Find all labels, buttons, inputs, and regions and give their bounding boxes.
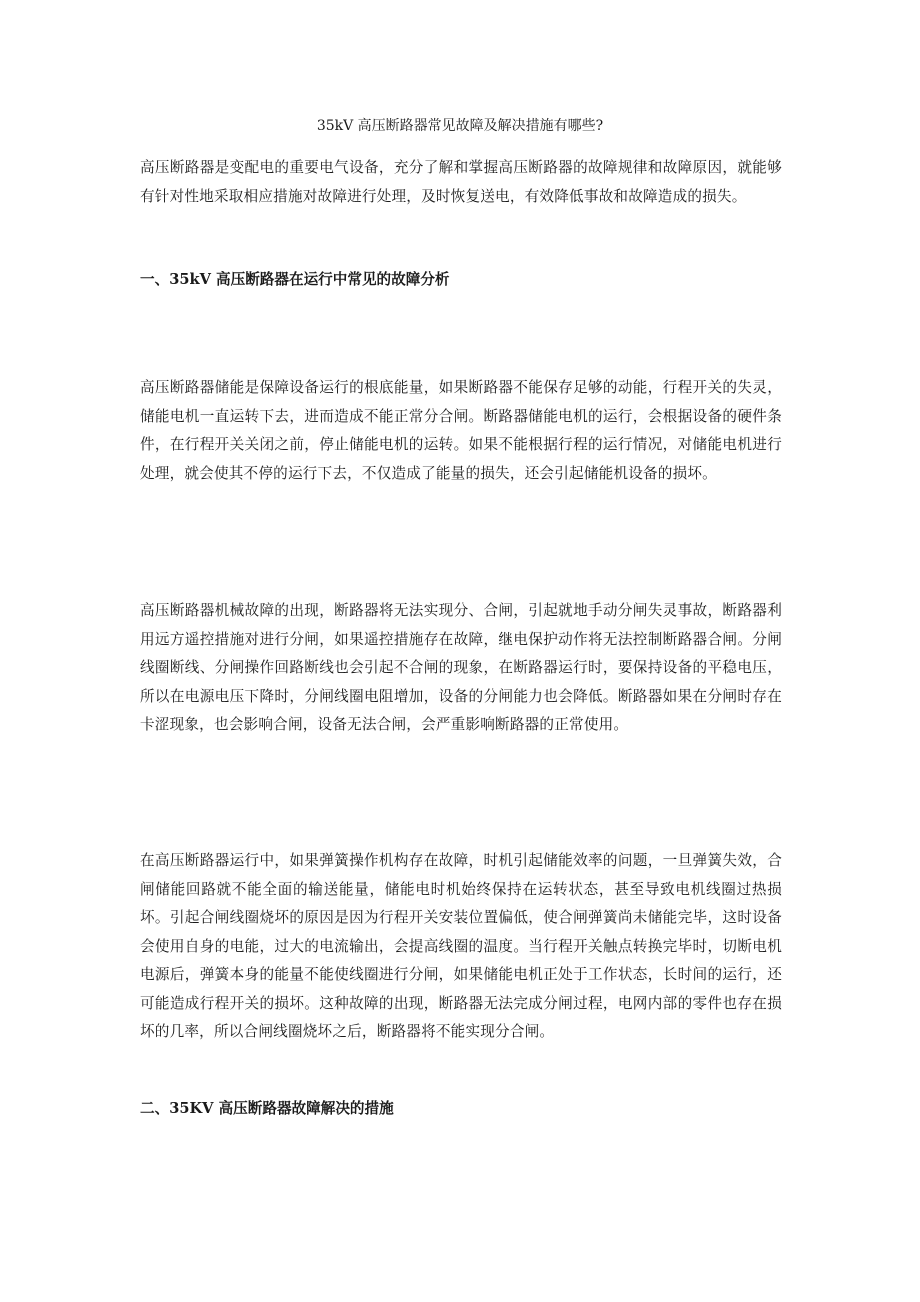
section-1-heading: 一、35kV 高压断路器在运行中常见的故障分析 — [140, 271, 450, 288]
paragraph-mechanical: 高压断路器机械故障的出现，断路器将无法实现分、合闸，引起就地手动分闸失灵事故，断路器利用远方遥控措施对进行分闸，如果遥控措施存在故障，继电保护动作将无法控制断路器合闸。分闸线圈断线、分闸操作回路断线也会引起不合闸的现象，在断路器运行时，要保持设备的平稳电压，所以在电源电压下降时，分闸线圈电阻增加，设备的分闸能力也会降低。断路器如果在分闸时存在卡涩现象，也会影响合闸，设备无法合闸，会严重影响断路器的正常使用。 — [140, 602, 782, 733]
paragraph-spring: 在高压断路器运行中，如果弹簧操作机构存在故障，时机引起储能效率的问题，一旦弹簧失效，合闸储能回路就不能全面的输送能量，储能电时机始终保持在运转状态，甚至导致电机线圈过热损坏。引起合闸线圈烧坏的原因是因为行程开关安装位置偏低，使合闸弹簧尚未储能完毕，这时设备会使用自身的电能，过大的电流输出，会提高线圈的温度。当行程开关触点转换完毕时，切断电机电源后，弹簧本身的能量不能使线圈进行分闸，如果储能电机正处于工作状态，长时间的运行，还可能造成行程开关的损坏。这种故障的出现，断路器无法完成分闸过程，电网内部的零件也存在损坏的几率，所以合闸线圈烧坏之后，断路器将不能实现分合闸。 — [140, 852, 782, 1040]
document-title: 35kV 高压断路器常见故障及解决措施有哪些? — [316, 118, 604, 134]
intro-paragraph: 高压断路器是变配电的重要电气设备，充分了解和掌握高压断路器的故障规律和故障原因，就能够有针对性地采取相应措施对故障进行处理，及时恢复送电，有效降低事故和故障造成的损失。 — [140, 159, 782, 205]
paragraph-storage: 高压断路器储能是保障设备运行的根底能量，如果断路器不能保存足够的动能，行程开关的失灵，储能电机一直运转下去，进而造成不能正常分合闸。断路器储能电机的运行，会根据设备的硬件条件，在行程开关关闭之前，停止储能电机的运转。如果不能根据行程的运行情况，对储能电机进行处理，就会使其不停的运行下去，不仅造成了能量的损失，还会引起储能机设备的损坏。 — [140, 379, 782, 482]
section-2-heading: 二、35KV 高压断路器故障解决的措施 — [140, 1100, 394, 1117]
